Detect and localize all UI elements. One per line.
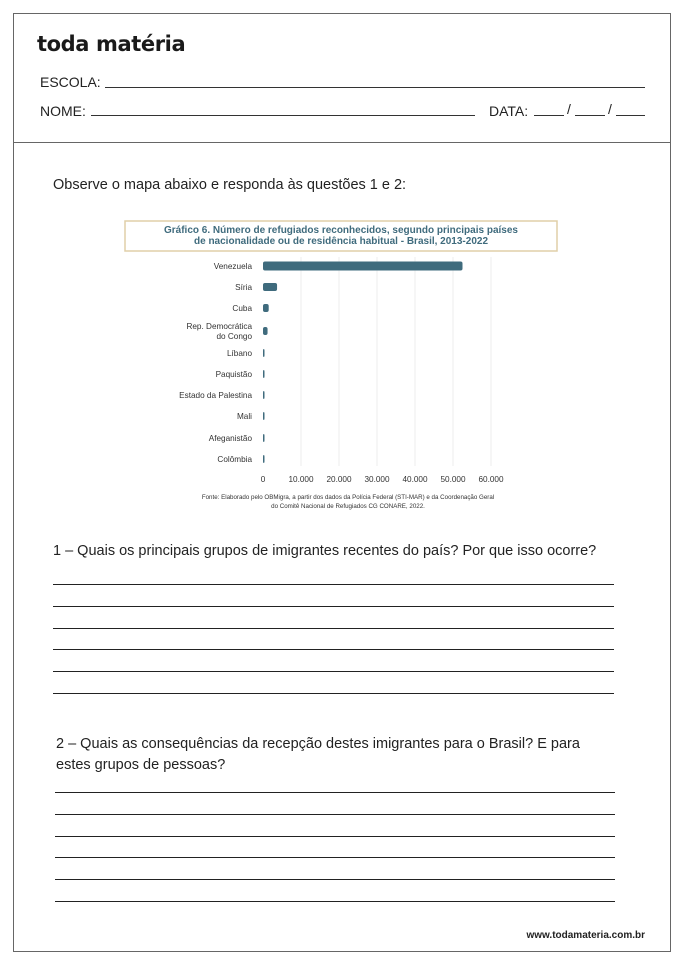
question-2 <box>56 734 580 776</box>
chart-title-line: Gráfico 6. Número de refugiados reconhecidos, segundo principais países <box>164 225 518 236</box>
answer-line-q1[interactable] <box>53 606 614 607</box>
question-1 <box>53 541 596 562</box>
chart-bar <box>263 327 268 335</box>
answer-line-q1[interactable] <box>53 693 614 694</box>
date-separator: / <box>608 101 612 117</box>
chart-category-label: Afeganistão <box>208 434 252 443</box>
chart-bar <box>263 412 265 420</box>
answer-line-q2[interactable] <box>55 879 615 880</box>
chart-category-label: Colômbia <box>217 455 252 464</box>
logo: toda matéria <box>37 32 186 56</box>
chart-bar <box>263 370 265 378</box>
chart-category-label: Cuba <box>232 304 252 313</box>
chart-category-label: Rep. Democrática <box>186 322 252 331</box>
date-year-line[interactable] <box>616 115 645 116</box>
answer-line-q2[interactable] <box>55 857 615 858</box>
answer-line-q2[interactable] <box>55 901 615 902</box>
chart-category-label: Líbano <box>226 349 252 358</box>
chart-category-label: Síria <box>235 283 252 292</box>
chart-tick-label: 40.000 <box>402 475 428 484</box>
refugees-bar-chart <box>110 212 560 517</box>
chart-category-label: Paquistão <box>215 370 252 379</box>
chart-bar <box>263 349 265 357</box>
chart-source-line: Fonte: Elaborado pelo OBMigra, a partir dos dados da Polícia Federal (STI-MAR) e da Coordenação Geral <box>201 494 495 501</box>
answer-line-q2[interactable] <box>55 836 615 837</box>
name-label: NOME: <box>40 103 86 119</box>
chart-tick-label: 20.000 <box>326 475 352 484</box>
answer-line-q2[interactable] <box>55 814 615 815</box>
question-1-line: 1 – Quais os principais grupos de imigrantes recentes do país? Por que isso ocorre? <box>53 543 597 559</box>
answer-line-q2[interactable] <box>55 792 615 793</box>
school-field-line[interactable] <box>105 87 645 88</box>
question-2-line: 2 – Quais as consequências da recepção destes imigrantes para o Brasil? E para <box>56 736 580 752</box>
chart-bar <box>263 304 269 312</box>
answer-line-q1[interactable] <box>53 649 614 650</box>
date-label: DATA: <box>489 103 529 119</box>
answer-line-q1[interactable] <box>53 584 614 585</box>
site-url: www.todamateria.com.br <box>526 930 645 941</box>
chart-bar <box>263 262 463 271</box>
name-field-line[interactable] <box>91 115 475 116</box>
date-day-line[interactable] <box>534 115 564 116</box>
chart-bar <box>263 434 265 442</box>
chart-category-label: do Congo <box>216 332 252 341</box>
chart-tick-label: 10.000 <box>288 475 314 484</box>
date-separator: / <box>567 101 571 117</box>
chart-tick-label: 0 <box>260 475 266 484</box>
chart-tick-label: 60.000 <box>478 475 504 484</box>
chart-source-line: do Comitê Nacional de Refugiados CG CONARE, 2022. <box>271 503 425 510</box>
chart-category-label: Estado da Palestina <box>179 391 252 400</box>
chart-bar <box>263 455 265 463</box>
date-month-line[interactable] <box>575 115 605 116</box>
instruction-text: Observe o mapa abaixo e responda às questões 1 e 2: <box>53 177 407 193</box>
answer-line-q1[interactable] <box>53 628 614 629</box>
chart-tick-label: 50.000 <box>440 475 466 484</box>
chart-bar <box>263 283 277 291</box>
answer-line-q1[interactable] <box>53 671 614 672</box>
chart-category-label: Venezuela <box>213 262 252 271</box>
chart-title-line: de nacionalidade ou de residência habitual - Brasil, 2013-2022 <box>194 236 488 247</box>
school-label: ESCOLA: <box>40 74 101 90</box>
chart-tick-label: 30.000 <box>364 475 390 484</box>
question-2-line: estes grupos de pessoas? <box>56 757 226 773</box>
chart-category-label: Mali <box>236 412 252 421</box>
chart-bar <box>263 391 265 399</box>
